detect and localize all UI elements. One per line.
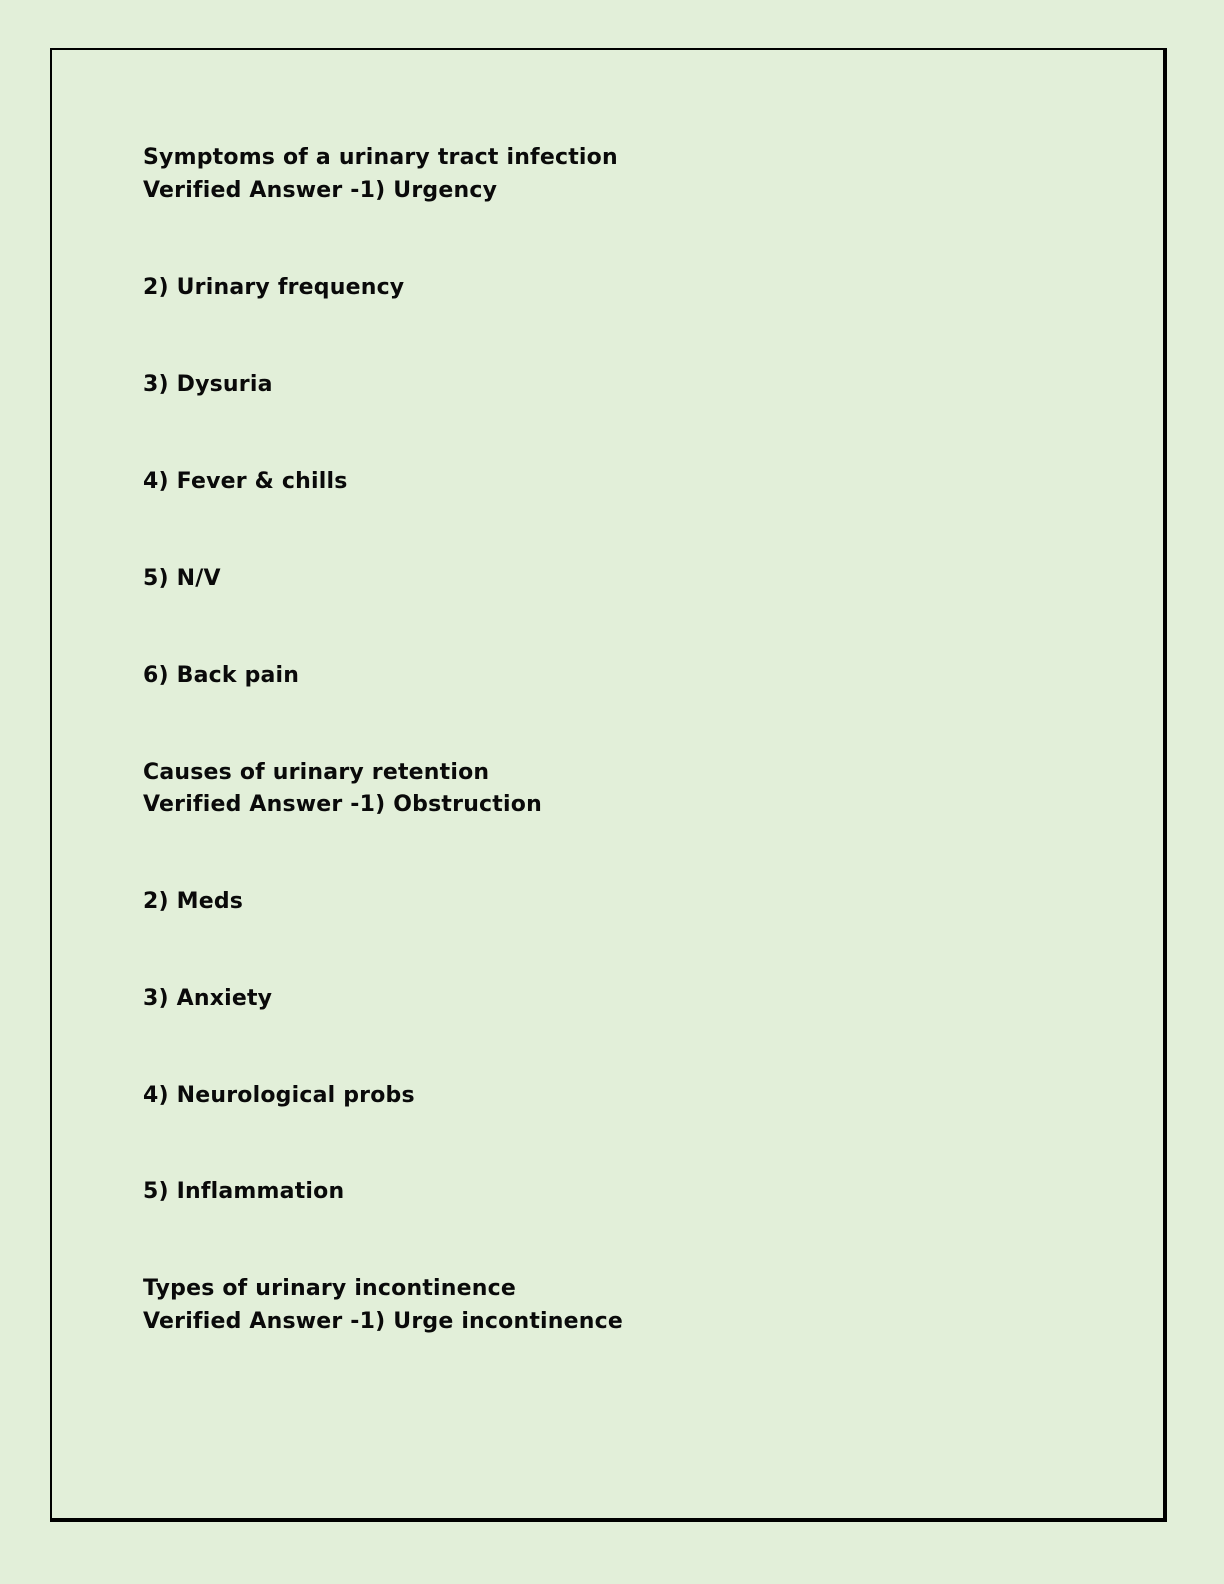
answer-item: 3) Dysuria <box>143 372 273 397</box>
answer-prefix: Verified Answer - <box>143 178 360 203</box>
question-urinary-incontinence: Types of urinary incontinence <box>143 1276 517 1301</box>
answer-item: 1) Obstruction <box>359 792 542 817</box>
answer-uti-symptoms <box>143 177 497 205</box>
answer-item: 1) Urge incontinence <box>359 1309 624 1334</box>
answer-item: 3) Anxiety <box>143 986 273 1011</box>
answer-item: 6) Back pain <box>143 663 300 688</box>
answer-item: 2) Urinary frequency <box>143 275 405 300</box>
answer-item: 5) N/V <box>143 566 221 591</box>
answer-item: 4) Neurological probs <box>143 1083 415 1108</box>
answer-prefix: Verified Answer - <box>143 1309 360 1334</box>
answer-item: 1) Urgency <box>359 178 498 203</box>
answer-item: 5) Inflammation <box>143 1179 345 1204</box>
answer-urinary-incontinence <box>143 1308 623 1336</box>
answer-prefix: Verified Answer - <box>143 792 360 817</box>
answer-urinary-retention <box>143 791 542 819</box>
answer-item: 2) Meds <box>143 889 244 914</box>
question-uti-symptoms: Symptoms of a urinary tract infection <box>143 145 618 170</box>
answer-item: 4) Fever & chills <box>143 469 348 494</box>
question-urinary-retention: Causes of urinary retention <box>143 760 490 785</box>
